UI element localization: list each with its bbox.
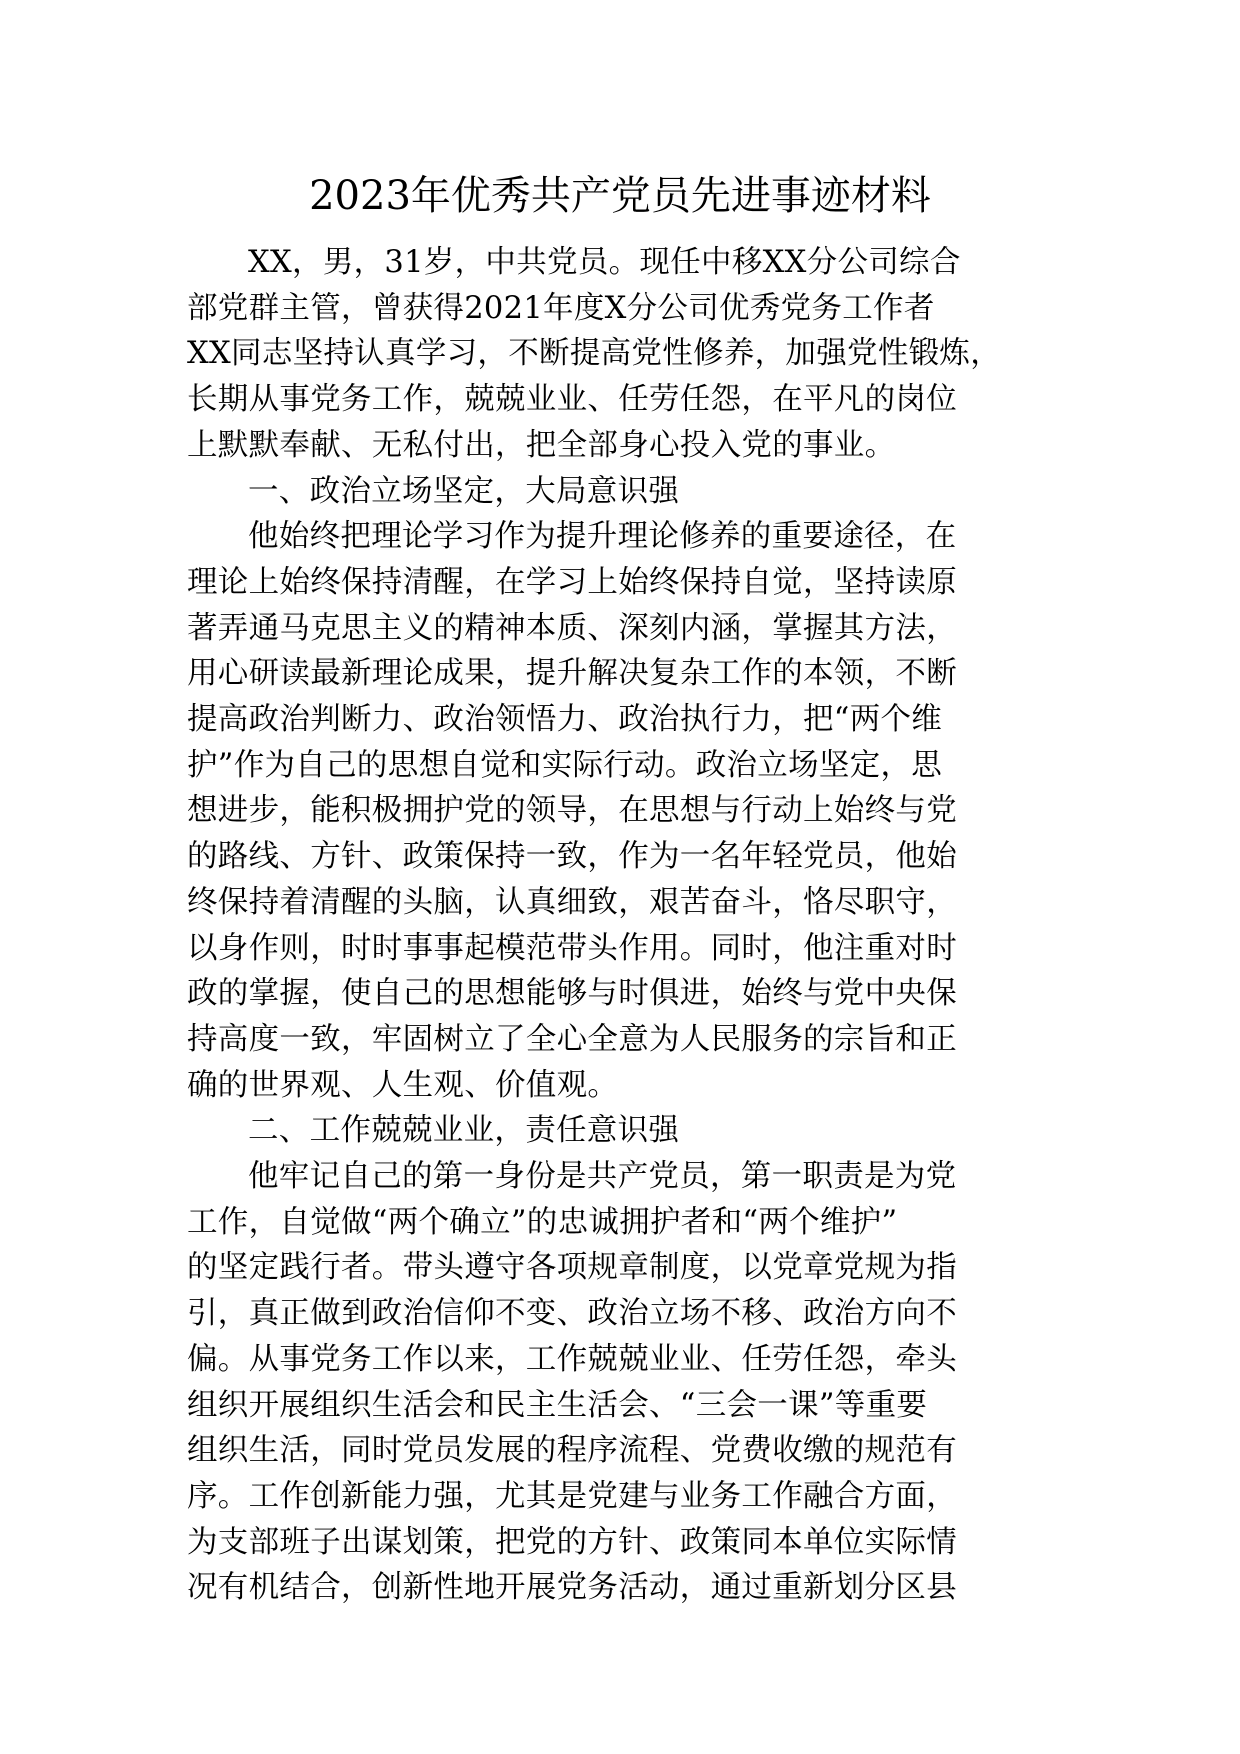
section-2-paragraph xyxy=(187,1154,1067,1611)
section-heading-2: 二、工作兢兢业业，责任意识强 xyxy=(248,1113,680,1149)
text-line: XX同志坚持认真学习，不断提高党性修养，加强党性锻炼， xyxy=(187,336,1002,372)
intro-paragraph xyxy=(187,240,1067,469)
document-body xyxy=(187,240,1067,1611)
text-line: 用心研读最新理论成果，提升解决复杂工作的本领，不断 xyxy=(187,656,957,692)
text-line: 理论上始终保持清醒，在学习上始终保持自觉，坚持读原 xyxy=(187,564,957,600)
text-line: 部党群主管，曾获得2021年度X分公司优秀党务工作者 xyxy=(187,290,935,326)
text-line: 的路线、方针、政策保持一致，作为一名年轻党员，他始 xyxy=(187,839,957,875)
text-line: 他始终把理论学习作为提升理论修养的重要途径，在 xyxy=(248,519,957,555)
text-line: 长期从事党务工作，兢兢业业、任劳任怨，在平凡的岗位 xyxy=(187,382,957,418)
text-line: 的坚定践行者。带头遵守各项规章制度，以党章党规为指 xyxy=(187,1250,957,1286)
text-line: 政的掌握，使自己的思想能够与时俱进，始终与党中央保 xyxy=(187,976,957,1012)
text-line: 况有机结合，创新性地开展党务活动，通过重新划分区县 xyxy=(187,1570,957,1606)
document-title: 2023年优秀共产党员先进事迹材料 xyxy=(309,173,931,219)
text-line: XX，男，31岁，中共党员。现任中移XX分公司综合 xyxy=(248,245,961,280)
text-line: 著弄通马克思主义的精神本质、深刻内涵，掌握其方法， xyxy=(187,610,957,646)
text-line: 持高度一致，牢固树立了全心全意为人民服务的宗旨和正 xyxy=(187,1021,957,1057)
text-line: 护”作为自己的思想自觉和实际行动。政治立场坚定，思 xyxy=(187,747,943,783)
text-line: 引，真正做到政治信仰不变、政治立场不移、政治方向不 xyxy=(187,1296,957,1332)
text-line: 序。工作创新能力强，尤其是党建与业务工作融合方面， xyxy=(187,1478,957,1514)
text-line: 确的世界观、人生观、价值观。 xyxy=(187,1067,619,1103)
text-line: 组织开展组织生活会和民主生活会、“三会一课”等重要 xyxy=(187,1387,928,1423)
text-line: 想进步，能积极拥护党的领导，在思想与行动上始终与党 xyxy=(187,793,957,829)
text-line: 工作，自觉做“两个确立”的忠诚拥护者和“两个维护” xyxy=(187,1204,898,1240)
text-line: 上默默奉献、无私付出，把全部身心投入党的事业。 xyxy=(187,427,896,463)
text-line: 终保持着清醒的头脑，认真细致，艰苦奋斗，恪尽职守， xyxy=(187,884,957,920)
text-line: 为支部班子出谋划策，把党的方针、政策同本单位实际情 xyxy=(187,1524,957,1560)
text-line: 以身作则，时时事事起模范带头作用。同时，他注重对时 xyxy=(187,930,957,966)
section-heading-1: 一、政治立场坚定，大局意识强 xyxy=(248,473,680,509)
text-line: 组织生活，同时党员发展的程序流程、党费收缴的规范有 xyxy=(187,1433,957,1469)
section-1-paragraph xyxy=(187,514,1067,1108)
text-line: 他牢记自己的第一身份是共产党员，第一职责是为党 xyxy=(248,1159,957,1195)
text-line: 提高政治判断力、政治领悟力、政治执行力，把“两个维 xyxy=(187,702,943,738)
text-line: 偏。从事党务工作以来，工作兢兢业业、任劳任怨，牵头 xyxy=(187,1341,957,1377)
